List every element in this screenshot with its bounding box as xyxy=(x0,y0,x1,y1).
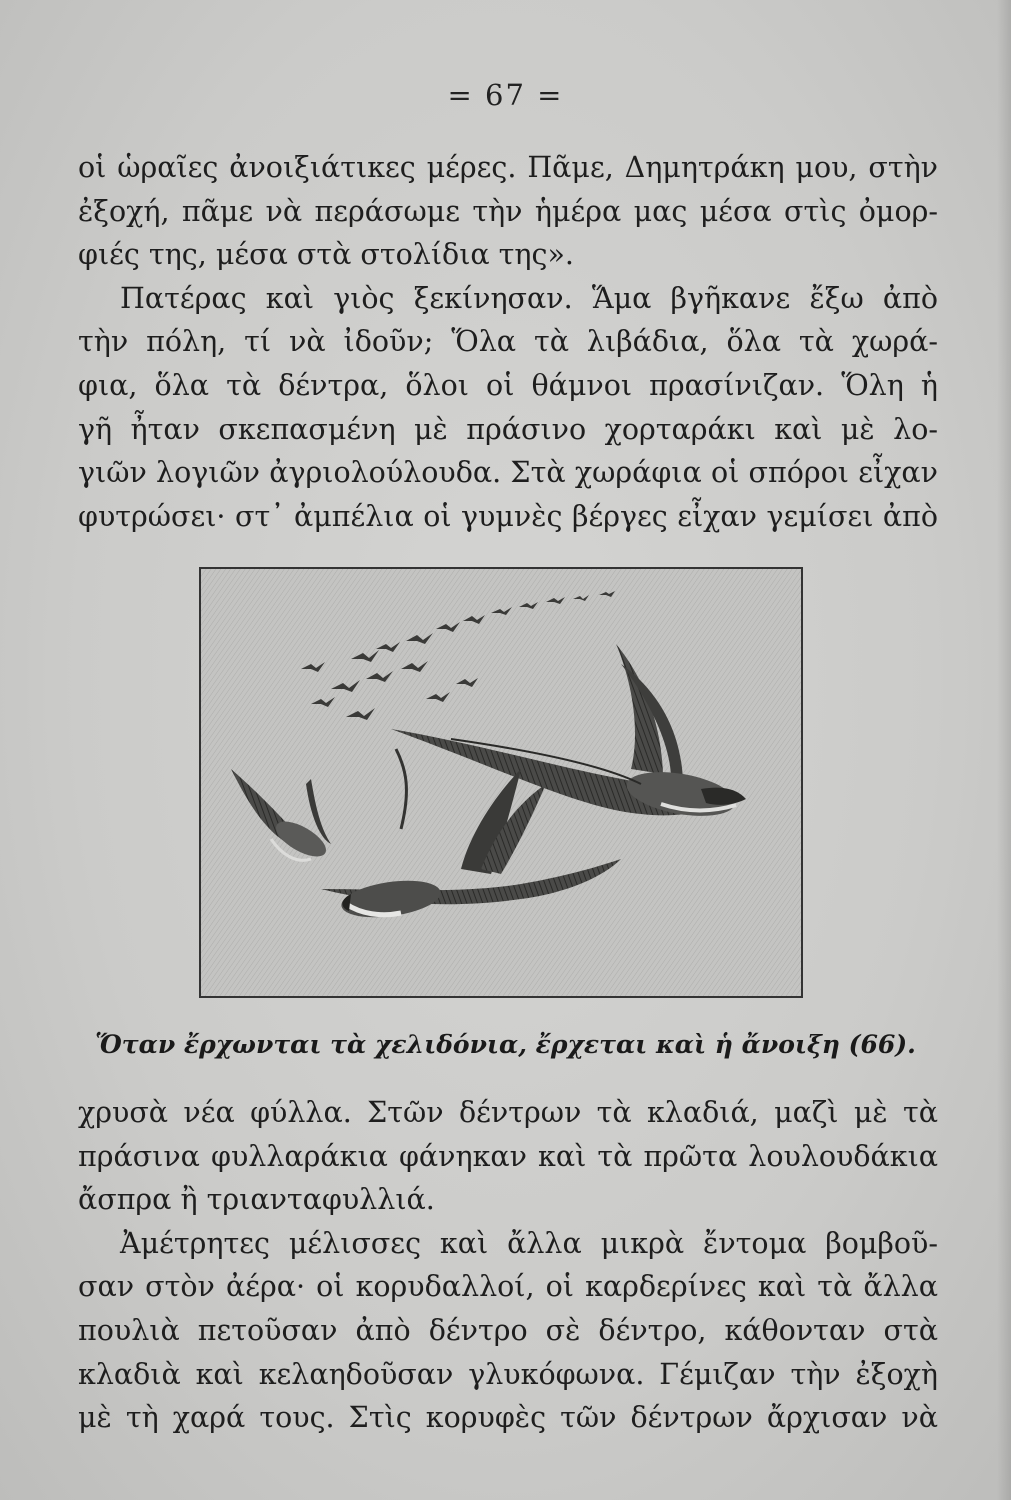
text-line: φυτρώσει· στ᾿ ἀμπέλια οἱ γυμνὲς βέργες εἶχαν γεμίσει ἀπὸ xyxy=(78,499,938,533)
text-line: φιές της, μέσα στὰ στολίδια της». xyxy=(78,238,574,272)
text-line: μὲ τὴ χαρά τους. Στὶς κορυφὲς τῶν δέντρων ἄρχισαν νὰ xyxy=(78,1401,938,1435)
text-block-top xyxy=(78,146,938,538)
text-line: χρυσὰ νέα φύλλα. Στῶν δέντρων τὰ κλαδιά, μαζὶ μὲ τὰ xyxy=(78,1096,938,1129)
text-line: ἐξοχή, πᾶμε νὰ περάσωμε τὴν ἡμέρα μας μέσα στὶς ὀμορ- xyxy=(78,194,938,228)
text-line: γῆ ἦταν σκεπασμένη μὲ πράσινο χορταράκι καὶ μὲ λο- xyxy=(78,412,938,446)
text-block-bottom xyxy=(78,1091,938,1440)
figure-caption: Ὅταν ἔρχωνται τὰ χελιδόνια, ἔρχεται καὶ ἡ ἄνοιξη (66). xyxy=(95,1030,916,1059)
text-line: οἱ ὡραῖες ἀνοιξιάτικες μέρες. Πᾶμε, Δημητράκη μου, στὴν xyxy=(78,151,938,184)
text-line: Ἀμέτρητες μέλισσες καὶ ἄλλα μικρὰ ἔντομα βομβοῦ- xyxy=(120,1226,938,1260)
page-edge-shadow xyxy=(997,0,1011,1500)
text-line: τὴν πόλη, τί νὰ ἰδοῦν; Ὅλα τὰ λιβάδια, ὅλα τὰ χωρά- xyxy=(78,325,938,359)
text-line: κλαδιὰ καὶ κελαηδοῦσαν γλυκόφωνα. Γέμιζαν τὴν ἐξοχὴ xyxy=(78,1357,938,1391)
text-line: σαν στὸν ἀέρα· οἱ κορυδαλλοί, οἱ καρδερίνες καὶ τὰ ἄλλα xyxy=(78,1270,938,1304)
text-line: πράσινα φυλλαράκια φάνηκαν καὶ τὰ πρῶτα λουλουδάκια xyxy=(78,1139,938,1173)
swallows-engraving xyxy=(201,569,801,996)
text-line: ἄσπρα ἢ τριανταφυλλιά. xyxy=(78,1183,435,1217)
text-line: γιῶν λογιῶν ἀγριολούλουδα. Στὰ χωράφια οἱ σπόροι εἶχαν xyxy=(78,456,938,490)
text-line: πουλιὰ πετοῦσαν ἀπὸ δέντρο σὲ δέντρο, κάθονταν στὰ xyxy=(78,1313,938,1347)
text-line: Πατέρας καὶ γιὸς ξεκίνησαν. Ἅμα βγῆκανε ἔξω ἀπὸ xyxy=(120,281,938,315)
page-number: = 67 = xyxy=(447,78,564,112)
swallows-illustration xyxy=(199,567,803,998)
text-line: φια, ὅλα τὰ δέντρα, ὅλοι οἱ θάμνοι πρασίνιζαν. Ὅλη ἡ xyxy=(78,368,938,402)
